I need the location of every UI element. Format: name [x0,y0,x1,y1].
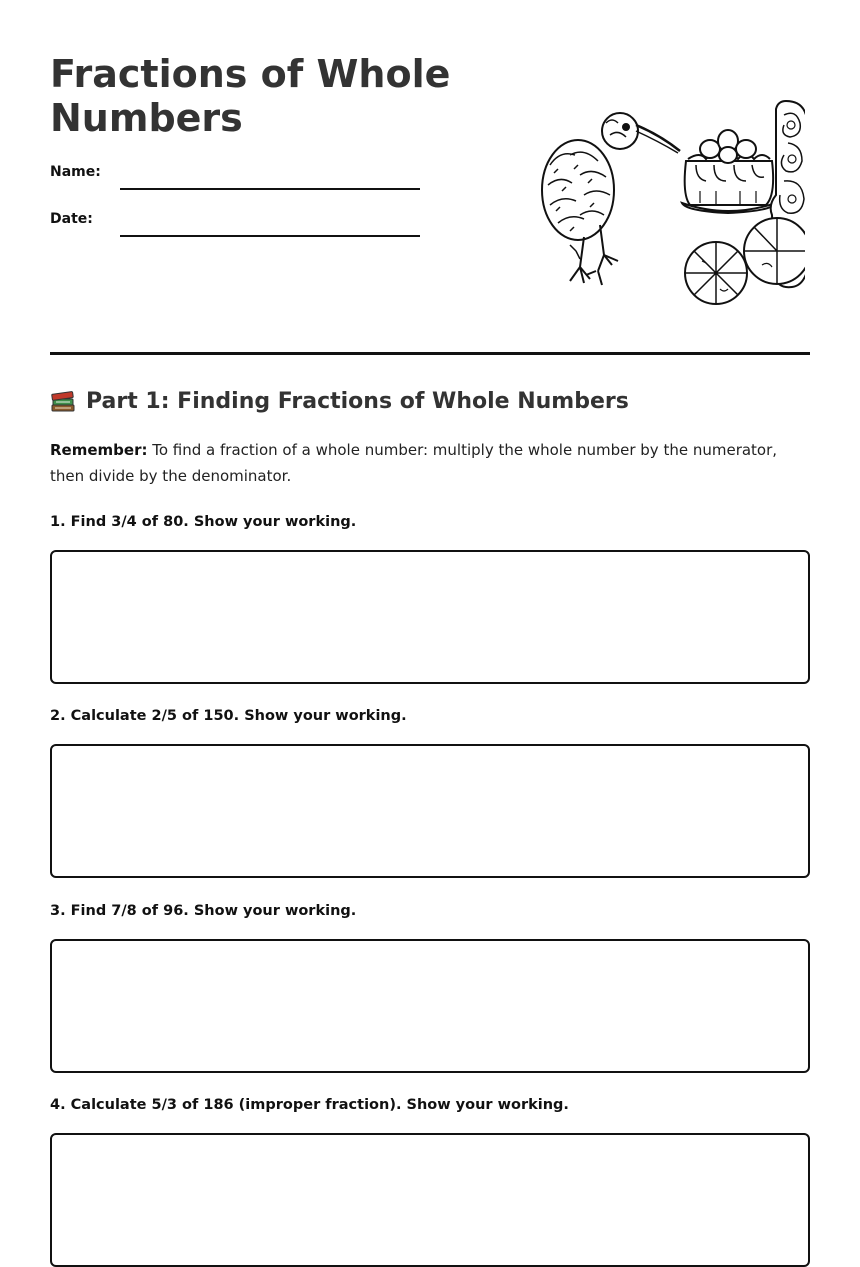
remember-text: To find a fraction of a whole number: multiply the whole number by the numerator, then divide by the denominator. [50,441,778,485]
fraction-circles-icon [685,218,805,304]
worksheet-title: Fractions of Whole Numbers [50,52,451,140]
name-field [50,164,420,190]
remember-note [50,437,810,489]
question-4-text: 4. Calculate 5/3 of 186 (improper fraction). Show your working. [50,1097,569,1113]
worksheet-header [50,0,810,355]
remember-label: Remember: [50,441,148,459]
question-3-text: 3. Find 7/8 of 96. Show your working. [50,903,357,919]
question-2-answer-box[interactable] [50,744,810,878]
question-1-answer-box[interactable] [50,550,810,684]
part1-heading [50,388,629,414]
books-icon [50,388,76,414]
question-1-text: 1. Find 3/4 of 80. Show your working. [50,514,357,530]
question-2-text: 2. Calculate 2/5 of 150. Show your working. [50,708,407,724]
question-3 [50,903,810,919]
question-4 [50,1097,810,1113]
date-field [50,211,420,237]
cake-icon [682,130,776,213]
question-2 [50,708,810,724]
kiwi-bird-icon [542,113,680,285]
name-label: Name: [50,164,101,180]
date-line[interactable] [120,235,420,237]
date-label: Date: [50,211,93,227]
question-3-answer-box[interactable] [50,939,810,1073]
name-line[interactable] [120,188,420,190]
question-4-answer-box[interactable] [50,1133,810,1267]
question-1 [50,514,810,530]
illustration-icon [540,95,805,310]
part1-title: Part 1: Finding Fractions of Whole Numbers [86,388,629,414]
worksheet-page [50,0,810,1113]
